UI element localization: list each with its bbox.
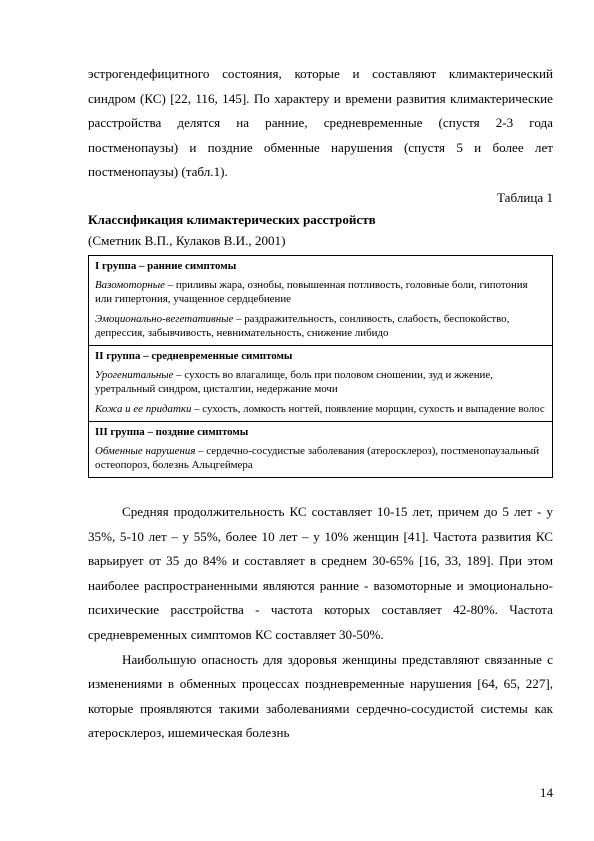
table-title: Классификация климактерических расстройств [88, 211, 376, 227]
body-paragraph-danger: Наибольшую опасность для здоровья женщины представляют связанные с изменениями в обменных процессах поздневременные нарушения [64, 65, 227], которые проявляются такими заболеваниями сердечно-сосудистой системы как атеросклероз, ишемическая болезнь [88, 651, 553, 741]
table-group-3 [89, 421, 552, 477]
entry-term: Урогенитальные [95, 368, 174, 381]
entry-term: Эмоционально-вегетативные [95, 312, 234, 325]
intro-paragraph: эстрогендефицитного состояния, которые и составляют климактерический синдром (КС) [22, 116, 145]. По характеру и времени развития климактерические расстройства делятся на ранние, средневременные (спустя 2-3 года постменопаузы) и поздние обменные нарушения (спустя 5 и более лет постменопаузы) (табл.1). [88, 66, 553, 180]
document-page [88, 62, 553, 746]
table-group-1 [89, 256, 552, 345]
entry-text: – сухость во влагалище, боль при половом сношении, зуд и жжение, уретральный синдром, цисталгии, недержание мочи [95, 368, 493, 395]
entry-text: – приливы жара, ознобы, повышенная потливость, головные боли, гипотония или гипертония, учащенное сердцебиение [95, 278, 528, 305]
entry-term: Обменные нарушения [95, 444, 196, 457]
entry-text: – раздражительность, сонливость, слабость, беспокойство, депрессия, забывчивость, невнимательность, снижение либидо [95, 312, 510, 339]
table-entry [95, 444, 546, 472]
entry-text: – сухость, ломкость ногтей, появление морщин, сухость и выпадение волос [191, 402, 545, 415]
entry-text: – сердечно-сосудистые заболевания (атеросклероз), постменопаузальный остеопороз, болезнь Альцгеймера [95, 444, 540, 471]
table-source: (Сметник В.П., Кулаков В.И., 2001) [88, 232, 286, 248]
classification-table [88, 255, 553, 478]
table-entry [95, 402, 546, 416]
spacer [88, 478, 553, 500]
entry-term: Вазомоторные [95, 278, 165, 291]
table-entry [95, 312, 546, 340]
group-heading: I группа – ранние симптомы [95, 259, 237, 272]
table-entry [95, 278, 546, 306]
group-heading: II группа – средневременные симптомы [95, 349, 293, 362]
table-group-2 [89, 345, 552, 421]
page-number: 14 [539, 785, 553, 800]
table-label: Таблица 1 [497, 189, 553, 205]
table-entry [95, 368, 546, 396]
body-paragraph-duration: Средняя продолжительность КС составляет 10-15 лет, причем до 5 лет - у 35%, 5-10 лет – у 55%, более 10 лет – у 10% женщин [41]. Частота развития КС варьирует от 35 до 84% и составляет в среднем 30-65% [16, 33, 189]. При этом наиболее распространенными являются ранние - вазомоторные и эмоционально-психические расстройства - частота которых составляет 42-80%. Частота средневременных симптомов КС составляет 30-50%. [88, 503, 553, 642]
entry-term: Кожа и ее придатки [95, 402, 192, 415]
group-heading: III группа – поздние симптомы [95, 425, 249, 438]
